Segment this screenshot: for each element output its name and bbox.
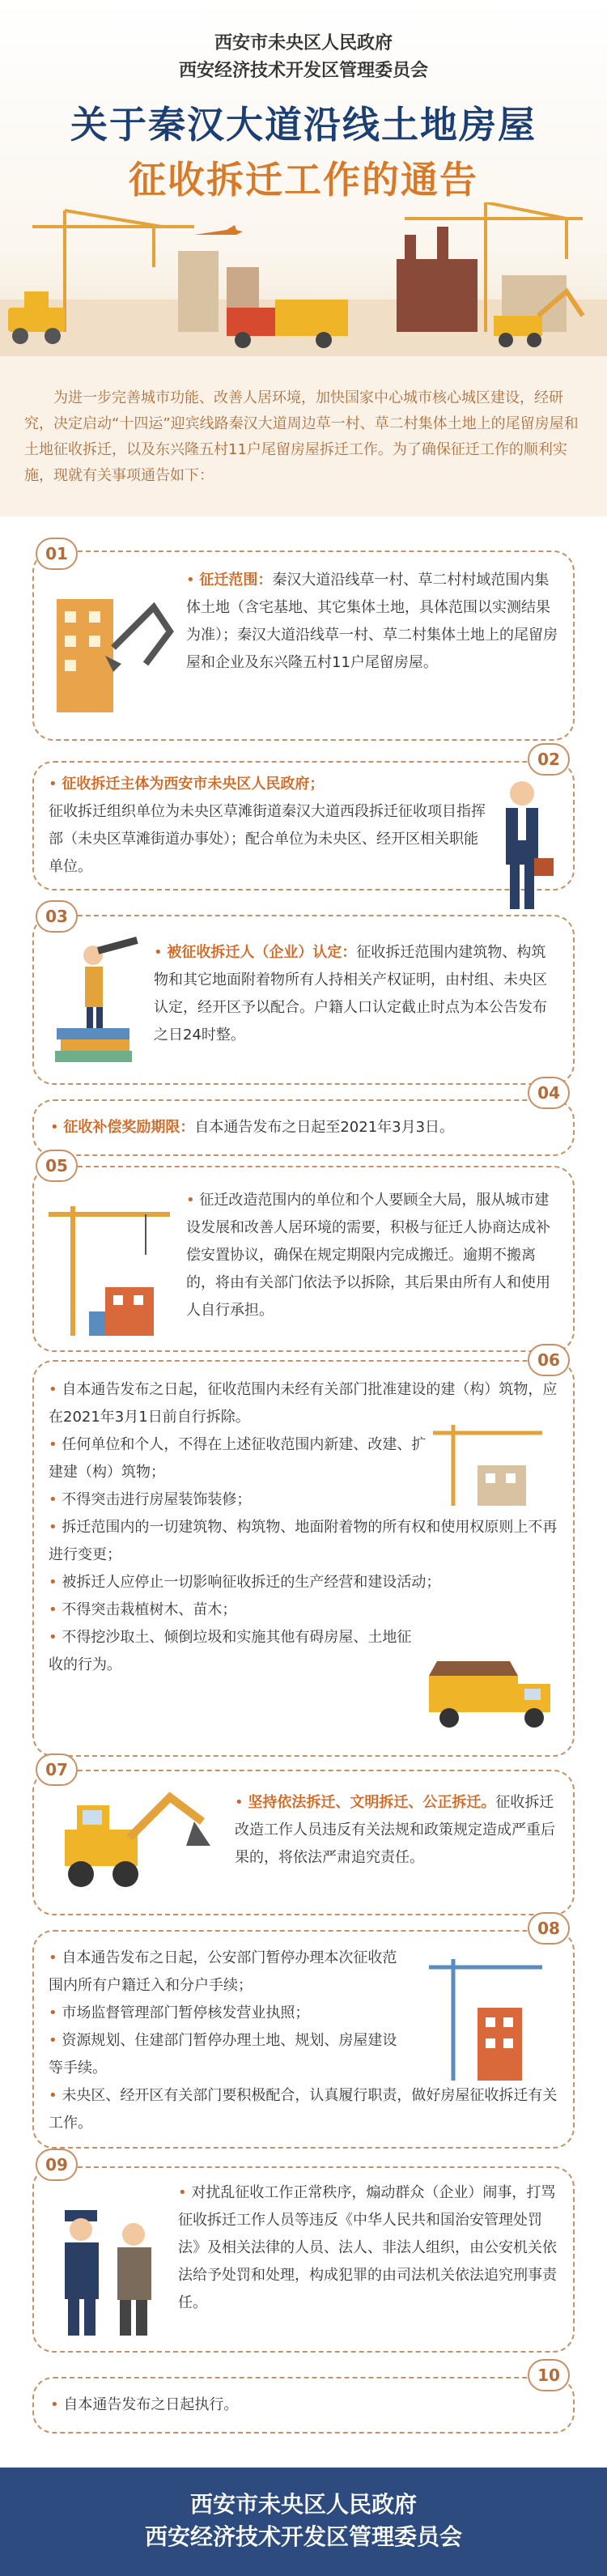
section-06-item-text: 不得突击进行房屋装饰装修； <box>62 1491 252 1508</box>
bullet-dot: • <box>154 944 168 961</box>
section-10-text <box>50 2391 536 2419</box>
footer-line-2: 西安经济技术开发区管理委员会 <box>144 2523 462 2550</box>
section-03-body: 征收拆迁范围内建筑物、构筑物和其它地面附着物所有人持相关产权证明，由村组、未央区认定，经开区予以配合。户籍人口认定截止时点为本公告发布之日24时整。 <box>154 944 547 1044</box>
section-number-07: 07 <box>36 1753 78 1786</box>
bullet-dot: • <box>50 2396 64 2413</box>
intro-paragraph: 为进一步完善城市功能、改善人居环境，加快国家中心城市核心城区建设，经研究，决定启动“十四运”迎宾线路秦汉大道周边草一村、草二村集体土地上的尾留房屋和土地征收拆迁，以及东兴隆五村11户尾留房屋拆迁工作。为了确保征迁工作的顺利实施，现就有关事项通告如下： <box>0 356 607 516</box>
demolition-illustration <box>40 583 178 721</box>
bullet-dot: • <box>49 2004 62 2021</box>
section-09-body: 对扰乱征收工作正常秩序，煽动群众（企业）闹事，打骂征收拆迁工作人员等违反《中华人民共和国治安管理处罚法》及相关法律的人员、法人、非法人组织，由公安机关依法给予处罚和处理，构成犯罪的由司法机关依法追究刑事责任。 <box>178 2184 557 2311</box>
dump-truck-illustration <box>421 1651 558 1732</box>
section-01-text <box>186 567 558 677</box>
issuer-line-1: 西安市未央区人民政府 <box>214 33 393 53</box>
bullet-dot: • <box>49 2087 62 2104</box>
businessman-illustration <box>486 777 558 915</box>
section-07-text <box>235 1789 558 1872</box>
bullet-dot: • <box>49 776 62 793</box>
section-number-06: 06 <box>528 1344 570 1376</box>
section-02-body: 征收拆迁组织单位为未央区草滩街道秦汉大道西段拆迁征收项目指挥部（未央区草滩街道办事处）；配合单位为未央区、经开区相关职能单位。 <box>49 803 486 875</box>
section-04-label: 征收补偿奖励期限： <box>63 1119 195 1136</box>
section-04-body: 自本通告发布之日起至2021年3月3日。 <box>194 1119 455 1136</box>
bullet-dot: • <box>186 1192 200 1209</box>
section-03-text <box>154 939 558 1049</box>
bullet-dot: • <box>186 572 200 589</box>
section-number-02: 02 <box>528 743 570 776</box>
section-09-text <box>178 2179 558 2317</box>
section-06-item <box>49 1376 558 1431</box>
bullet-dot: • <box>49 1381 62 1398</box>
section-01-body: 秦汉大道沿线草一村、草二村村域范围内集体土地（含宅基地、其它集体土地，具体范围以实测结果为准）；秦汉大道沿线草一村、草二村集体土地上的尾留房屋和企业及东兴隆五村11户尾留房屋。 <box>186 572 558 671</box>
bullet-dot: • <box>49 1574 62 1591</box>
section-06-item-text: 不得突击栽植树木、苗木； <box>62 1601 237 1618</box>
section-06-item <box>49 1596 558 1624</box>
section-06-item-text: 自本通告发布之日起，征收范围内未经有关部门批准建设的建（构）筑物，应在2021年3月1日前自行拆除。 <box>49 1381 558 1426</box>
section-05-text <box>186 1187 554 1324</box>
section-06-item-text: 拆迁范围内的一切建筑物、构筑物、地面附着物的所有权和使用权原则上不再进行变更； <box>49 1519 558 1563</box>
bullet-dot: • <box>49 1436 62 1453</box>
section-07-label: 坚持依法拆迁、文明拆迁、公正拆迁。 <box>248 1794 496 1811</box>
section-08-item-text: 市场监督管理部门暂停核发营业执照； <box>62 2004 310 2021</box>
section-06-item-text: 任何单位和个人，不得在上述征收范围内新建、改建、扩建建（构）筑物； <box>49 1436 427 1481</box>
section-04-text <box>50 1114 536 1141</box>
section-08-item <box>49 2082 558 2137</box>
section-03-label: 被征收拆迁人（企业）认定： <box>167 944 357 961</box>
section-02-label: 征收拆迁主体为西安市未央区人民政府； <box>62 776 325 793</box>
footer-line-1: 西安市未央区人民政府 <box>189 2491 417 2518</box>
section-08-item <box>49 2027 405 2082</box>
bullet-dot: • <box>50 1119 64 1136</box>
section-08-item-text: 资源规划、住建部门暂停办理土地、规划、房屋建设等手续。 <box>49 2032 397 2077</box>
section-01-label: 征迁范围： <box>199 572 273 589</box>
page-title-line-1: 关于秦汉大道沿线土地房屋 <box>70 103 537 147</box>
section-06-item-text: 不得挖沙取土、倾倒垃圾和实施其他有碍房屋、土地征收的行为。 <box>49 1629 412 1673</box>
crane-site-illustration <box>40 1198 178 1344</box>
bullet-dot: • <box>49 2032 62 2049</box>
section-10-body: 自本通告发布之日起执行。 <box>63 2396 239 2413</box>
header-banner <box>0 0 607 356</box>
section-number-03: 03 <box>36 900 78 933</box>
section-02-text <box>49 771 486 881</box>
section-number-01: 01 <box>36 538 78 570</box>
tower-crane-building-illustration <box>421 1959 550 2081</box>
construction-site-illustration <box>429 1425 550 1514</box>
section-06-item <box>49 1514 558 1569</box>
section-08-item <box>49 1945 405 2000</box>
section-05-body: 征迁改造范围内的单位和个人要顾全大局，服从城市建设发展和改善人居环境的需要，积极与征迁人协商达成补偿安置协议，确保在规定期限内完成搬迁。逾期不搬离的，将由有关部门依法予以拆除，其后果由所有人和使用人自行承担。 <box>186 1192 550 1319</box>
bullet-dot: • <box>178 2184 192 2201</box>
bullet-dot: • <box>49 1491 62 1508</box>
bullet-dot: • <box>49 1629 62 1646</box>
footer-issuer <box>0 2468 607 2576</box>
police-arrest-illustration <box>49 2202 170 2340</box>
issuer-line-2: 西安经济技术开发区管理委员会 <box>178 61 428 81</box>
telescope-books-illustration <box>49 931 146 1069</box>
excavator-illustration <box>49 1781 219 1894</box>
section-number-05: 05 <box>36 1150 78 1182</box>
section-number-04: 04 <box>528 1077 570 1109</box>
bullet-dot: • <box>49 1949 62 1966</box>
section-number-10: 10 <box>528 2359 570 2391</box>
section-06-text <box>49 1376 558 1679</box>
bullet-dot: • <box>235 1794 248 1811</box>
section-07-body: 征收拆迁改造工作人员违反有关法规和政策规定造成严重后果的，将依法严肃追究责任。 <box>235 1794 555 1866</box>
page-title-line-2: 征收拆迁工作的通告 <box>129 158 478 202</box>
section-08-item-text: 自本通告发布之日起，公安部门暂停办理本次征收范围内所有户籍迁入和分户手续； <box>49 1949 397 1994</box>
section-06-item <box>49 1569 558 1596</box>
bullet-dot: • <box>49 1519 62 1536</box>
section-08-item-text: 未央区、经开区有关部门要积极配合，认真履行职责，做好房屋征收拆迁有关工作。 <box>49 2087 558 2132</box>
section-number-08: 08 <box>528 1912 570 1945</box>
section-06-item-text: 被拆迁人应停止一切影响征收拆迁的生产经营和建设活动； <box>62 1574 441 1591</box>
section-number-09: 09 <box>36 2149 78 2181</box>
bullet-dot: • <box>49 1601 62 1618</box>
section-06-item <box>49 1431 429 1486</box>
section-06-item <box>49 1624 421 1679</box>
construction-skyline-illustration <box>0 202 607 356</box>
